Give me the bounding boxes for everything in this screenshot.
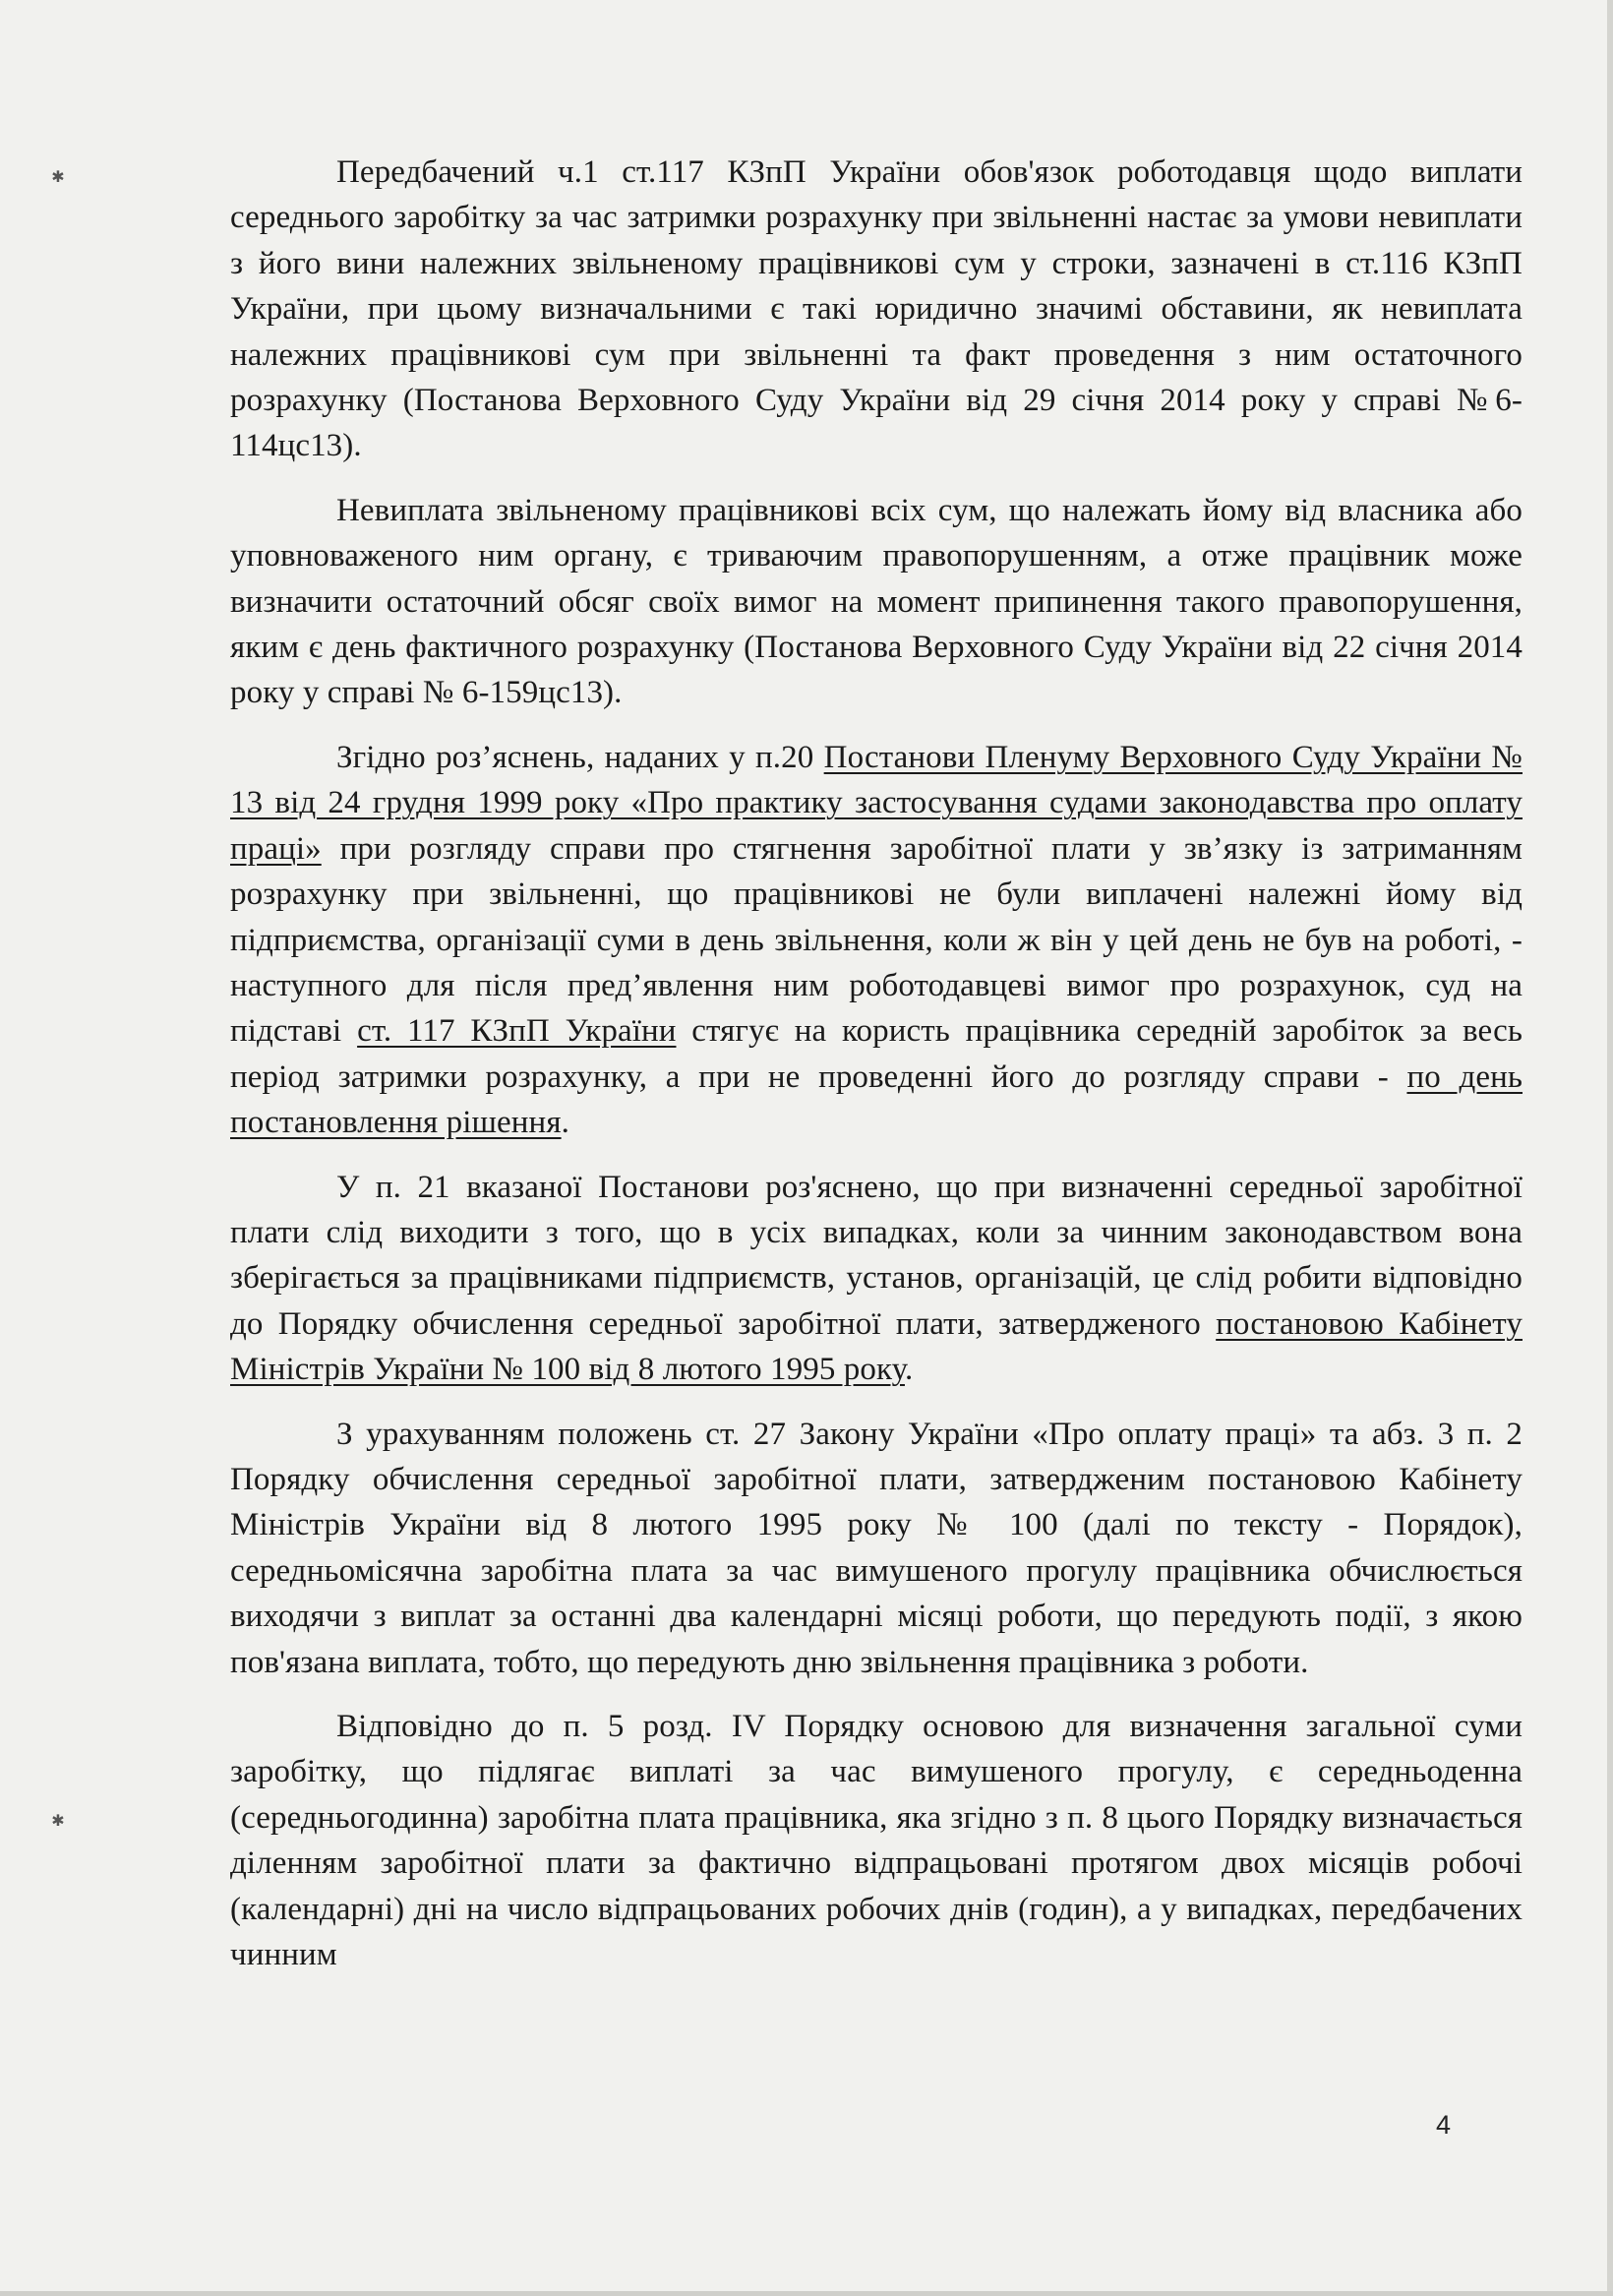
page-edge-right xyxy=(1607,0,1613,2296)
paragraph-6 xyxy=(230,1704,1523,1977)
paragraph-2-text: Невиплата звільненому працівникові всіх сум, що належать йому від власника або уповноваженого ним органу, є триваючим правопорушенням, а отже працівник може визначити остаточний обсяг своїх вимог на момент припинення такого правопорушення, яким є день фактичного розрахунку (Постанова Верховного Суду України від 22 січня 2014 року у справі № 6-159цс13). xyxy=(230,492,1523,711)
paragraph-4-text-a: У п. 21 вказаної Постанови роз'яснено, що при визначенні середньої заробітної плати слід виходити з того, що в усіх випадках, коли за чинним законодавством вона зберігається за працівниками підприємств, установ, організацій, це слід робити відповідно до Порядку обчислення середньої заробітної плати, затвердженого xyxy=(230,1169,1523,1342)
document-body xyxy=(230,150,1523,1996)
punch-hole-mark-top: ✱ xyxy=(51,169,65,186)
plenum-resolution-reference: Постанови Пленуму Верховного Суду України № 13 від 24 грудня 1999 року «Про практику застосування судами законодавства про оплату праці» xyxy=(230,739,1523,867)
decision-day-reference: по день постановлення рішення xyxy=(230,1058,1523,1141)
paragraph-4 xyxy=(230,1165,1523,1393)
paragraph-6-text: Відповідно до п. 5 розд. IV Порядку основою для визначення загальної суми заробітку, що підлягає виплаті за час вимушеного прогулу, є середньоденна (середньогодинна) заробітна плата працівника, яка згідно з п. 8 цього Порядку визначається діленням заробітної плати за фактично відпрацьовані протягом двох місяців робочі (календарні) дні на число відпрацьованих робочих днів (годин), а у випадках, передбачених чинним xyxy=(230,1709,1523,1973)
page-number: 4 xyxy=(1436,2110,1452,2140)
paragraph-3-text-a: Згідно роз’яснень, наданих у п.20 xyxy=(336,739,824,775)
cabinet-resolution-reference: постановою Кабінету Міністрів України № 100 від 8 лютого 1995 року xyxy=(230,1305,1523,1388)
paragraph-3-text-d: . xyxy=(561,1105,569,1141)
paragraph-3-text-c: стягує на користь працівника середній заробіток за весь період затримки розрахунку, а при не проведенні його до розгляду справи - xyxy=(230,1013,1523,1095)
page-edge-bottom xyxy=(0,2291,1613,2296)
paragraph-5 xyxy=(230,1412,1523,1685)
paragraph-4-text-b: . xyxy=(904,1352,914,1388)
paragraph-2 xyxy=(230,488,1523,716)
punch-hole-mark-bottom: ✱ xyxy=(51,1813,65,1830)
article-117-reference: ст. 117 КЗпП України xyxy=(357,1013,677,1050)
paragraph-1 xyxy=(230,150,1523,469)
paragraph-3-text-b: при розгляду справи про стягнення заробітної плати у зв’язку із затриманням розрахунку при звільненні, що працівникові не були виплачені належні йому від підприємства, організації суми в день звільнення, коли ж він у цей день не був на роботі, - наступного для після пред’явлення ним роботодавцеві вимог про розрахунок, суд на підставі xyxy=(230,830,1523,1050)
paragraph-5-text: З урахуванням положень ст. 27 Закону України «Про оплату праці» та абз. 3 п. 2 Порядку обчислення середньої заробітної плати, затвердженим постановою Кабінету Міністрів України від 8 лютого 1995 року № 100 (далі по тексту - Порядок), середньомісячна заробітна плата за час вимушеного прогулу працівника обчислюється виходячи з виплат за останні два календарні місяці роботи, що передують події, з якою пов'язана виплата, тобто, що передують дню звільнення працівника з роботи. xyxy=(230,1416,1523,1680)
paragraph-1-text: Передбачений ч.1 ст.117 КЗпП України обов'язок роботодавця щодо виплати середнього заробітку за час затримки розрахунку при звільненні настає за умови невиплати з його вини належних звільненому працівникові сум у строки, зазначені в ст.116 КЗпП України, при цьому визначальними є такі юридично значимі обставини, як невиплата належних працівникові сум при звільненні та факт проведення з ним остаточного розрахунку (Постанова Верховного Суду України від 29 січня 2014 року у справі №6-114цс13). xyxy=(230,154,1523,464)
paragraph-3 xyxy=(230,735,1523,1146)
